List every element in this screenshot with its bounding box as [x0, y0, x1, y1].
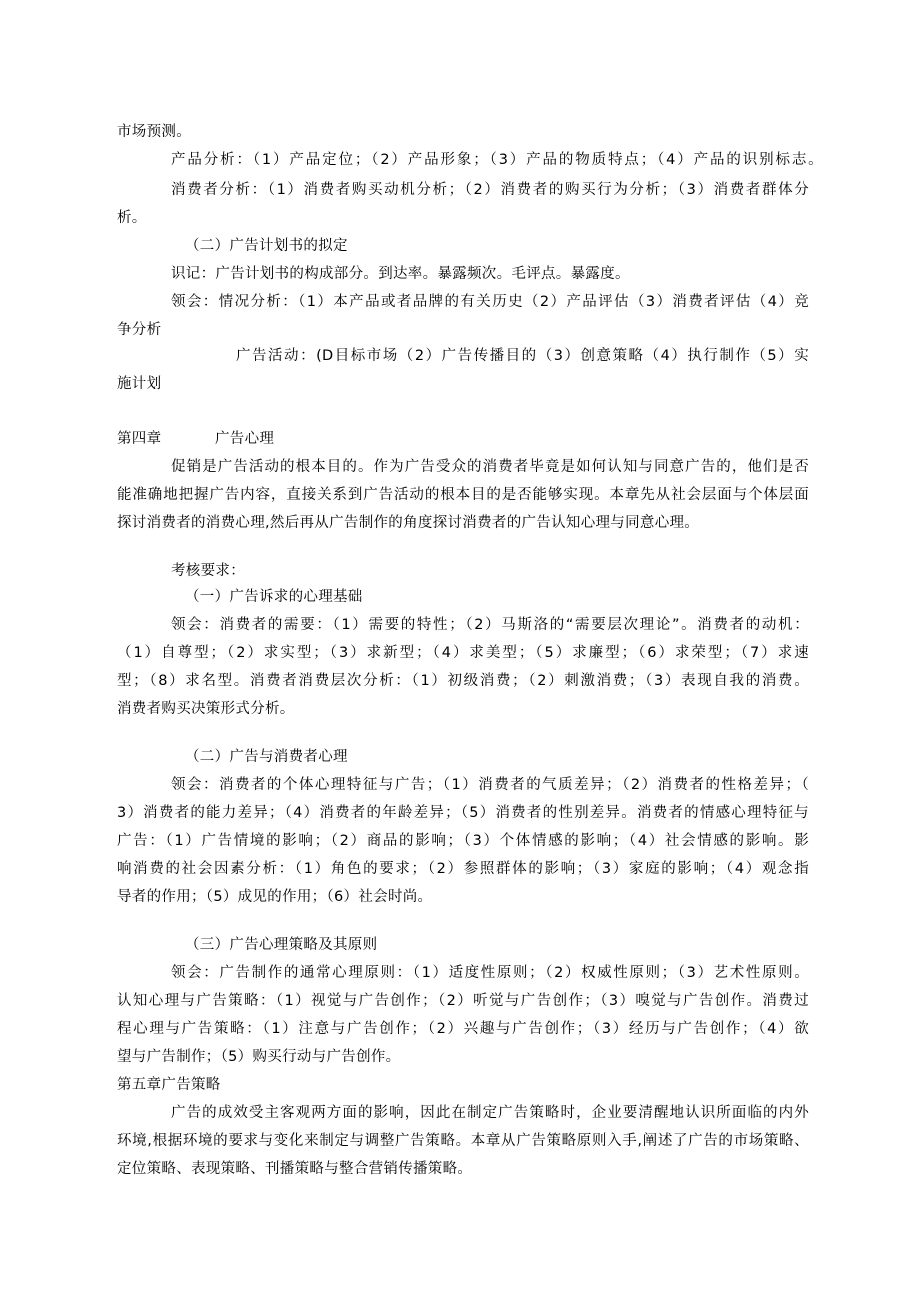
section-heading: （二）广告计划书的拟定 — [185, 238, 348, 254]
text-line: 考核要求： — [171, 563, 245, 579]
text-line: 施计划 — [117, 376, 162, 392]
text-line: 广告：（1）广告情境的影响；（2）商品的影响；（3）个体情感的影响；（4）社会情感的影响。影 — [117, 833, 809, 849]
text-line: 型；（8）求名型。消费者消费层次分析：（1）初级消费；（2）刺激消费；（3）表现自我的消费。 — [117, 673, 809, 689]
text-line: 产品分析：（1）产品定位；（2）产品形象；（3）产品的物质特点；（4）产品的识别标志。 — [171, 152, 823, 168]
text-line: 响消费的社会因素分析：（1）角色的要求；（2）参照群体的影响；（3）家庭的影响；（4）观念指 — [117, 861, 809, 877]
text-line: 望与广告制作；（5）购买行动与广告创作。 — [117, 1049, 401, 1065]
text-line: 识记：广告计划书的构成部分。到达率。暴露频次。毛评点。暴露度。 — [171, 266, 630, 282]
chapter-title: 广告心理 — [215, 431, 275, 447]
chapter-label: 第四章 — [117, 431, 162, 447]
text-line: 析。 — [117, 210, 147, 226]
text-line: 领会：消费者的需要：（1）需要的特性；（2）马斯洛的“需要层次理论”。消费者的动机： — [171, 617, 809, 633]
text-line: 领会：广告制作的通常心理原则：（1）适度性原则；（2）权威性原则；（3）艺术性原则。 — [171, 965, 809, 981]
text-line: 3）消费者的能力差异；（4）消费者的年龄差异；（5）消费者的性别差异。消费者的情感心理特征与 — [117, 805, 809, 821]
text-line: （1）自尊型；（2）求实型；（3）求新型；（4）求美型；（5）求廉型；（6）求荣型；（7）求速 — [117, 645, 809, 661]
text-line: 程心理与广告策略：（1）注意与广告创作；（2）兴趣与广告创作；（3）经历与广告创作；（4）欲 — [117, 1021, 809, 1037]
section-heading: （三）广告心理策略及其原则 — [185, 937, 378, 953]
chapter-heading: 第五章广告策略 — [117, 1077, 221, 1093]
text-line: 定位策略、表现策略、刊播策略与整合营销传播策略。 — [117, 1161, 473, 1177]
text-line: 消费者分析：（1）消费者购买动机分析；（2）消费者的购买行为分析；（3）消费者群体分 — [171, 182, 809, 198]
section-heading: （一）广告诉求的心理基础 — [185, 589, 363, 605]
text-line: 市场预测。 — [117, 124, 191, 140]
text-line: 广告活动：(D目标市场（2）广告传播目的（3）创意策略（4）执行制作（5）实 — [236, 348, 809, 364]
section-heading: （二）广告与消费者心理 — [185, 749, 348, 765]
text-line: 环境,根据环境的要求与变化来制定与调整广告策略。本章从广告策略原则入手,阐述了广告的市场策略、 — [117, 1133, 809, 1149]
text-line: 能准确地把握广告内容，直接关系到广告活动的根本目的是否能够实现。本章先从社会层面与个体层面 — [117, 487, 809, 503]
text-line: 探讨消费者的消费心理,然后再从广告制作的角度探讨消费者的广告认知心理与同意心理。 — [117, 515, 700, 531]
text-line: 促销是广告活动的根本目的。作为广告受众的消费者毕竟是如何认知与同意广告的，他们是否 — [171, 459, 809, 475]
text-line: 争分析 — [117, 322, 162, 338]
text-line: 认知心理与广告策略：（1）视觉与广告创作；（2）听觉与广告创作；（3）嗅觉与广告创作。消费过 — [117, 993, 809, 1009]
text-line: 领会：情况分析：（1）本产品或者品牌的有关历史（2）产品评估（3）消费者评估（4）竞 — [171, 294, 809, 310]
text-line: 消费者购买决策形式分析。 — [117, 701, 295, 717]
text-line: 广告的成效受主客观两方面的影响，因此在制定广告策略时，企业要清醒地认识所面临的内外 — [171, 1105, 809, 1121]
text-line: 领会：消费者的个体心理特征与广告；（1）消费者的气质差异；（2）消费者的性格差异；（ — [171, 777, 809, 793]
text-line: 导者的作用；（5）成见的作用；（6）社会时尚。 — [117, 889, 433, 905]
